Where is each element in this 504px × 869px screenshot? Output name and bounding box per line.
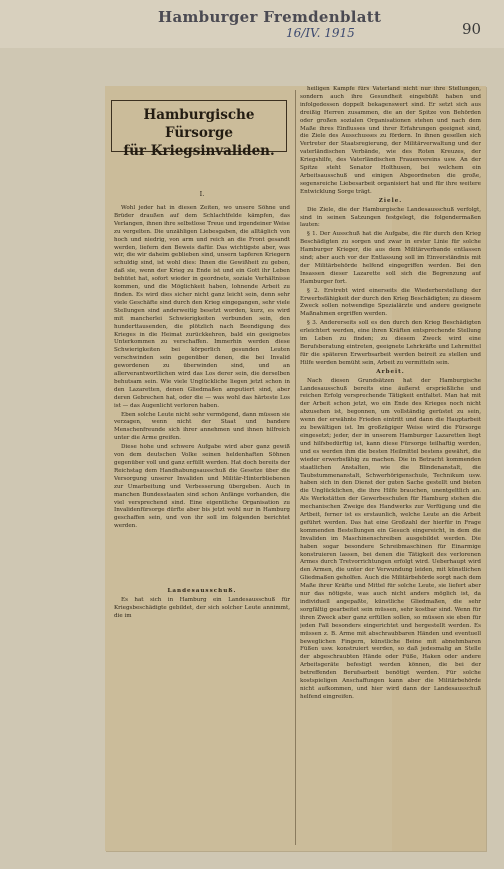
headline-line-2: für Kriegsinvaliden. xyxy=(123,143,275,159)
right-paragraph: Die Ziele, die der Hamburgische Landesausschuß verfolgt, sind in seinen Satzungen festgelegt, die folgendermaßen lauten: xyxy=(300,206,481,229)
left-subheading: Landesausschuß. xyxy=(167,588,237,594)
newspaper-masthead: Hamburger Fremdenblatt xyxy=(158,8,382,26)
section-number: I. xyxy=(199,190,205,198)
right-subheading-ziele: Ziele. xyxy=(378,197,403,204)
left-paragraph: Diese hohe und schwere Aufgabe wird aber ganz gewiß von dem deutschen Volke seinen heldenhaften Söhnen gegenüber voll und ganz erfüllt werden. Hat doch bereits der Reichstag dem Handhabungsausschuß die Gesetze über die Versorgung unserer Invaliden und Militär-Hinterbliebenen zur Umarbeitung und Verbesserung übergeben. Auch in manchen Bundesstaaten sind schon Anfänge vorhanden, die viel versprechend sind. Eine eigentliche Organisation zu Invalidenfürsorge dürfte aber bis jetzt wohl nur in Hamburg geschaffen sein, und von ihr soll im folgenden berichtet werden. xyxy=(114,444,290,530)
right-paragraph: Nach diesen Grundsätzen hat der Hamburgische Landesausschuß bereits eine äußerst ersprießliche und reichen Erfolg versprechende Tätigkeit entfaltet. Man hat mit der Arbeit schon jetzt, wo ein Ende des Krieges noch nicht abzusehen ist, begonnen, um vollständig gerüstet zu sein, wenn der erwähnte Frieden eintritt und dann die Hauptarbeit zu bewältigen ist. Im großzügiger Weise wird die Fürsorge eingesetzt; jeder, der in unserem Hamburger Lazaretten liegt und hilfsbedürftig ist, kann diese Fürsorge teilhaftig werden, und es werden ihm die besten Heilmittel bestens gewährt, die wieder erwerbsfähig zu machen. Die in Betracht kommenden staatlichen Anstalten, wie die Blindenanstalt, die Taubstummenanstalt, Schwerhörigenschule, Technikum usw. haben sich in den Dienst der guten Sache gestellt und bieten die Unglücklichen, die ihre Hilfe brauchen, unentgeltlich an. Als Werkstätten der Gewerbeschulen für Hamburg stehen die mechanischen Zweige des Handwerks zur Verfügung und die Artbeit, ferner ist es erstaunlich, welche Leute an die Arbeit geführt werden. Das hat eine Großzahl der hierfür in Frage kommenden Bestellungen ein Gesuch eingereicht, in dem die Invaliden im Maschinenschreiben ausgebildet werden. Die haben sogar besondere Schreibmaschinen für Einarmige konstruieren lassen, bei denen die Tätigkeit des verlorenen Armes durch Tretvorrichtungen erfolgt wird. Ueberhaupt wird den Armen, die unter der Verwundung leiden, mit künstlichen Gliedmaßen geholfen. Auch die Militärbehörde sorgt nach dem Maße ihrer Kräfte und Mittel für solche Leute, sie liefert aber nur das nötigste, was auch nicht anders möglich ist, da individuell angepaßte, künstliche Gliedmaßen, die sehr sorgfältig gearbeitet sein müssen, sehr kostbar sind. Wenn für ihren Zweck aber ganz erfüllen sollen, so müssen sie eben für jeden Fall besonders eingerichtet und hergestellt werden. Es müssen z. B. Arme mit abschraubbaren Händen und eventuell beweglichen Fingern, künstliche Beine mit abnehmbaren Füßen usw. konstruiert werden, so daß jedesmalig an Stelle der abgeschraubten Hände oder Füße, Haken oder andere Arbeitsgeräte befestigt werden können, die bei der betreffenden Berufsarbeit benötigt werden. Für solche kostspieligen Anschaffungen kann aber die Militärbehörde nicht aufkommen, und hier wird dann der Landesausschuß helfend eingreifen. xyxy=(300,377,481,700)
right-paragraph: § 1. Der Ausschuß hat die Aufgabe, die für durch den Krieg Beschädigten zu sorgen und zwar in erster Linie für solche Hamburger Krieger, die aus dem Militärverbande entlassen sind; aber auch vor der Entlassung soll im Einverständnis mit der Militärbehörde helfend eingegriffen werden. Bei den Insassen dieser Lazarette soll sich die Begrenzung auf Hamburger fort. xyxy=(300,231,481,285)
page-number: 90 xyxy=(462,20,482,38)
handwritten-date: 16/IV. 1915 xyxy=(286,26,355,40)
article-right-column xyxy=(300,86,481,846)
article-headline xyxy=(111,106,287,160)
left-paragraph: Es hat sich in Hamburg ein Landesausschuß für Kriegsbeschädigte gebildet, der sich solcher Leute annimmt, die im xyxy=(114,596,290,619)
right-paragraph: § 2. Erstrebt wird einerseits die Wiederherstellung der Erwerbsfähigkeit der durch den Krieg Beschädigten; zu diesem Zweck sollen notwendige Spezialärzte und andere geeignete Maßnahmen ergriffen werden. xyxy=(300,287,481,318)
right-subheading-arbeit: Arbeit. xyxy=(376,368,405,375)
right-paragraph: heiligen Kampfe fürs Vaterland nicht nur ihre Stellungen, sondern auch ihre Gesundheit eingebüßt haben und infolgedessen doppelt bekagenswert sind. Er setzt sich aus dreißig Herren zusammen, die an der Spitze von Behörden oder großen sozialen Organisationen stehen und nach dem Maße ihres Einflusses und ihrer Erfahrungen geeignet sind, die Ziele des Ausschusses zu fördern. In ihnen gesellen sich Vertreter der Staatsregierung, der Militärverwaltung und der vaterländischen Verbände, wie des Roten Kreuzes, der Kriegshilfe, des Vaterländischen Frauenvereins usw. An der Spitze steht Senator Holthusen, bei welchem ein Arbeitsausschuß und einigen Abgeordneten die große, segensreiche Liebesarbeit organisiert hat und für ihre weitere Entwicklung Sorge trägt. xyxy=(300,86,481,195)
headline-line-1: Hamburgische Fürsorge xyxy=(143,107,255,141)
left-paragraph: Wohl jeder hat in diesen Zeiten, wo unsere Söhne und Brüder draußen auf dem Schlachtfelde kämpfen, das Verlangen, ihnen ihre selbstlose Treue und irgendeiner Weise zu vergelten. Die unzähligen Liebesgaben, die alltäglich von hoch und niedrig, von arm und reich an die Front gesandt werden, liefern den Beweis dafür. Das wichtigste aber, was wir, die wir daheim geblieben sind, unsern tapferen Kriegern schuldig sind, ist wohl dies: Ihnen die Gewißheit zu geben, daß sie, wenn der Krieg zu Ende ist und ein Gott ihr Leben behütet hat, sofort wieder in geordnete, soziale Verhältnisse kommen, und die Möglichkeit haben, lohnende Arbeit zu finden. Es wird dies sicher nicht ganz leicht sein, denn sehr viele Geschäfte sind durch den Krieg eingegangen, sehr viele Stellungen sind anderweitig besetzt worden, kurz, es wird mit mancherlei Schwierigkeiten verbunden sein, den hunderttausenden, die plötzlich nach Beendigung des Krieges in die Heimat zurückkehren, bald ein geeignetes Unterkommen zu verschaffen. Immerhin werden diese Schwierigkeiten bei körperlich gesunden Leuten verschwinden sein gegenüber denen, die bei Invalid gewordenen zu überwinden sind, und an allerverantwortlichen wird das Los derer sein, die derselben behutsam sein. Wie viele Unglückliche liegen jetzt schon in den Lazaretten, denen Gliedmaßen amputiert sind, aber deren Gebrechen hat, oder die — was wohl das härteste Los ist — das Augenlicht verloren haben. xyxy=(114,205,290,409)
article-left-column xyxy=(114,205,290,585)
left-paragraph: Eben solche Leute nicht sehr vermögend, dann müssen sie verzagen, wenn nicht der Staat und bandere Menschenfreunde sich ihrer annehmen und ihnen hilfreich unter die Arme greifen. xyxy=(114,411,290,442)
article-left-column-end xyxy=(114,588,290,652)
column-divider xyxy=(295,90,296,845)
right-paragraph: § 3. Andererseits soll es den durch den Krieg Beschädigten erleichtert werden, eine ihren Kräften entsprechende Stellung im Leben zu finden; zu diesem Zweck wird eine Berufsberatung eintreten, geeignete Lehrkräfte und Lehrmittel für die späteren Erwerbsarbeit werden beireit zu stellen und Hilfe werden bemüht sein, Arbeit zu vermitteln sein. xyxy=(300,320,481,366)
